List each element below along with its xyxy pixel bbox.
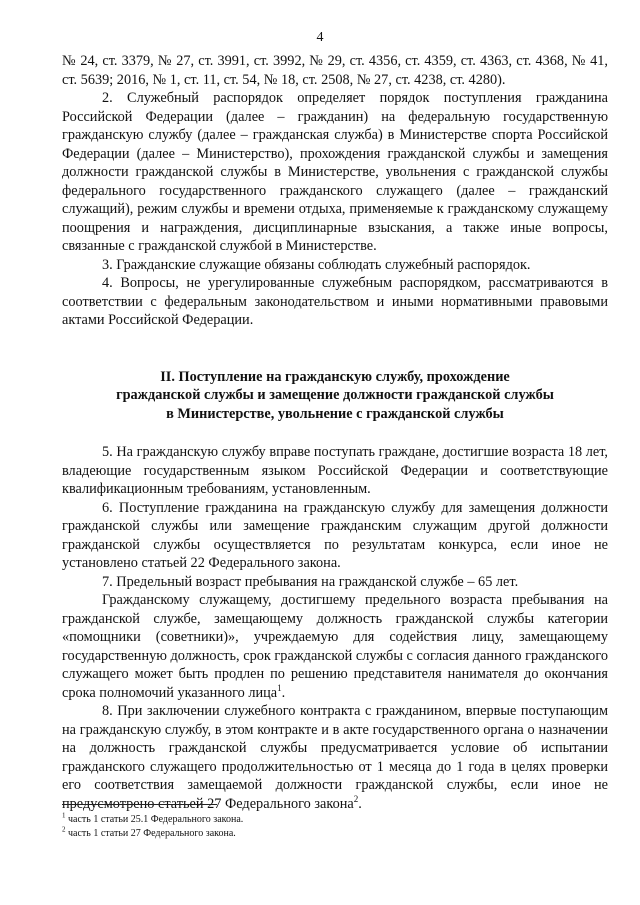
- footnote-mark: 2: [62, 825, 66, 834]
- paragraph-7-continuation: [62, 591, 608, 702]
- paragraph-citation-continuation: № 24, ст. 3379, № 27, ст. 3991, ст. 3992, № 29, ст. 4356, ст. 4359, ст. 4363, ст. 4368, № 41, ст. 5639; 2016, № 1, ст. 11, ст. 54, № 18, ст. 2508, № 27, ст. 4238, ст. 4280).: [62, 53, 608, 88]
- section-heading: [62, 368, 608, 424]
- paragraph-8: [62, 702, 608, 813]
- footnote-mark: 1: [62, 811, 66, 820]
- paragraph-5: 5. На гражданскую службу вправе поступать граждане, достигшие возраста 18 лет, владеющие государственным языком Российской Федерации и соответствующие квалификационным требованиям, установленным.: [62, 444, 608, 497]
- paragraph-7: 7. Предельный возраст пребывания на гражданской службе – 65 лет.: [102, 573, 519, 590]
- paragraph-6: 6. Поступление гражданина на гражданскую службу для замещения должности гражданской службы или замещение гражданским служащим другой должности гражданской службы осуществляется по результатам конкурса, если иное не установлено статьей 22 Федерального закона.: [62, 499, 608, 571]
- section-heading-line: II. Поступление на гражданскую службу, прохождение: [160, 368, 510, 385]
- paragraph-4: 4. Вопросы, не урегулированные служебным распорядком, рассматриваются в соответствии с федеральным законодательством и иными нормативными правовыми актами Российской Федерации.: [62, 275, 608, 328]
- paragraph-3: 3. Гражданские служащие обязаны соблюдать служебный распорядок.: [102, 256, 531, 273]
- footnote-item: [62, 813, 243, 827]
- section-heading-line: в Министерстве, увольнение с гражданской службы: [166, 405, 504, 422]
- footnotes: [62, 813, 243, 841]
- footnote-item: [62, 827, 243, 841]
- paragraph-7-text: Гражданскому служащему, достигшему предельного возраста пребывания на гражданской службе, замещающему должность гражданской службы категории «помощники (советники)», учреждаемую для содействия лицу, замещающему государственную должность, срок гражданской службы с согласия данного гражданского служащего может быть продлен по решению представителя нанимателя до окончания срока полномочий указанного лица: [62, 592, 608, 701]
- sentence-period: .: [281, 684, 286, 701]
- footnote-text: часть 1 статьи 25.1 Федерального закона.: [65, 814, 244, 825]
- paragraph-8-text: 8. При заключении служебного контракта с гражданином, впервые поступающим на гражданскую службу, в этом контракте и в акте государственного органа о назначении на должность гражданской службы предусматривается условие об испытании гражданского служащего продолжительностью от 1 месяца до 1 года в целях проверки его соответствия замещаемой должности гражданской службы, если иное не предусмотрено статьей 27 Федерального закона: [62, 703, 608, 812]
- footnote-reference: 1: [277, 682, 282, 693]
- footnote-reference: 2: [353, 793, 359, 804]
- footnote-text: часть 1 статьи 27 Федерального закона.: [65, 828, 236, 839]
- paragraph-2: 2. Служебный распорядок определяет порядок поступления гражданина Российской Федерации (далее – гражданин) на федеральную государственную гражданскую службу (далее – гражданская служба) в Министерстве спорта Российской Федерации (далее – Министерство), прохождения гражданской службы и замещения должности гражданской службы в Министерстве, увольнения с гражданской службы федерального государственного гражданского служащего (далее – гражданский служащий), режим службы и времени отдыха, применяемые к гражданскому служащему поощрения и награждения, дисциплинарные взыскания, а также иные вопросы, связанные с гражданской службой в Министерстве.: [62, 90, 608, 254]
- page-number: 4: [316, 30, 324, 45]
- document-body: [62, 52, 608, 813]
- sentence-period: .: [358, 795, 362, 812]
- footnote-separator: [62, 804, 217, 805]
- section-heading-line: гражданской службы и замещение должности гражданской службы: [116, 387, 554, 403]
